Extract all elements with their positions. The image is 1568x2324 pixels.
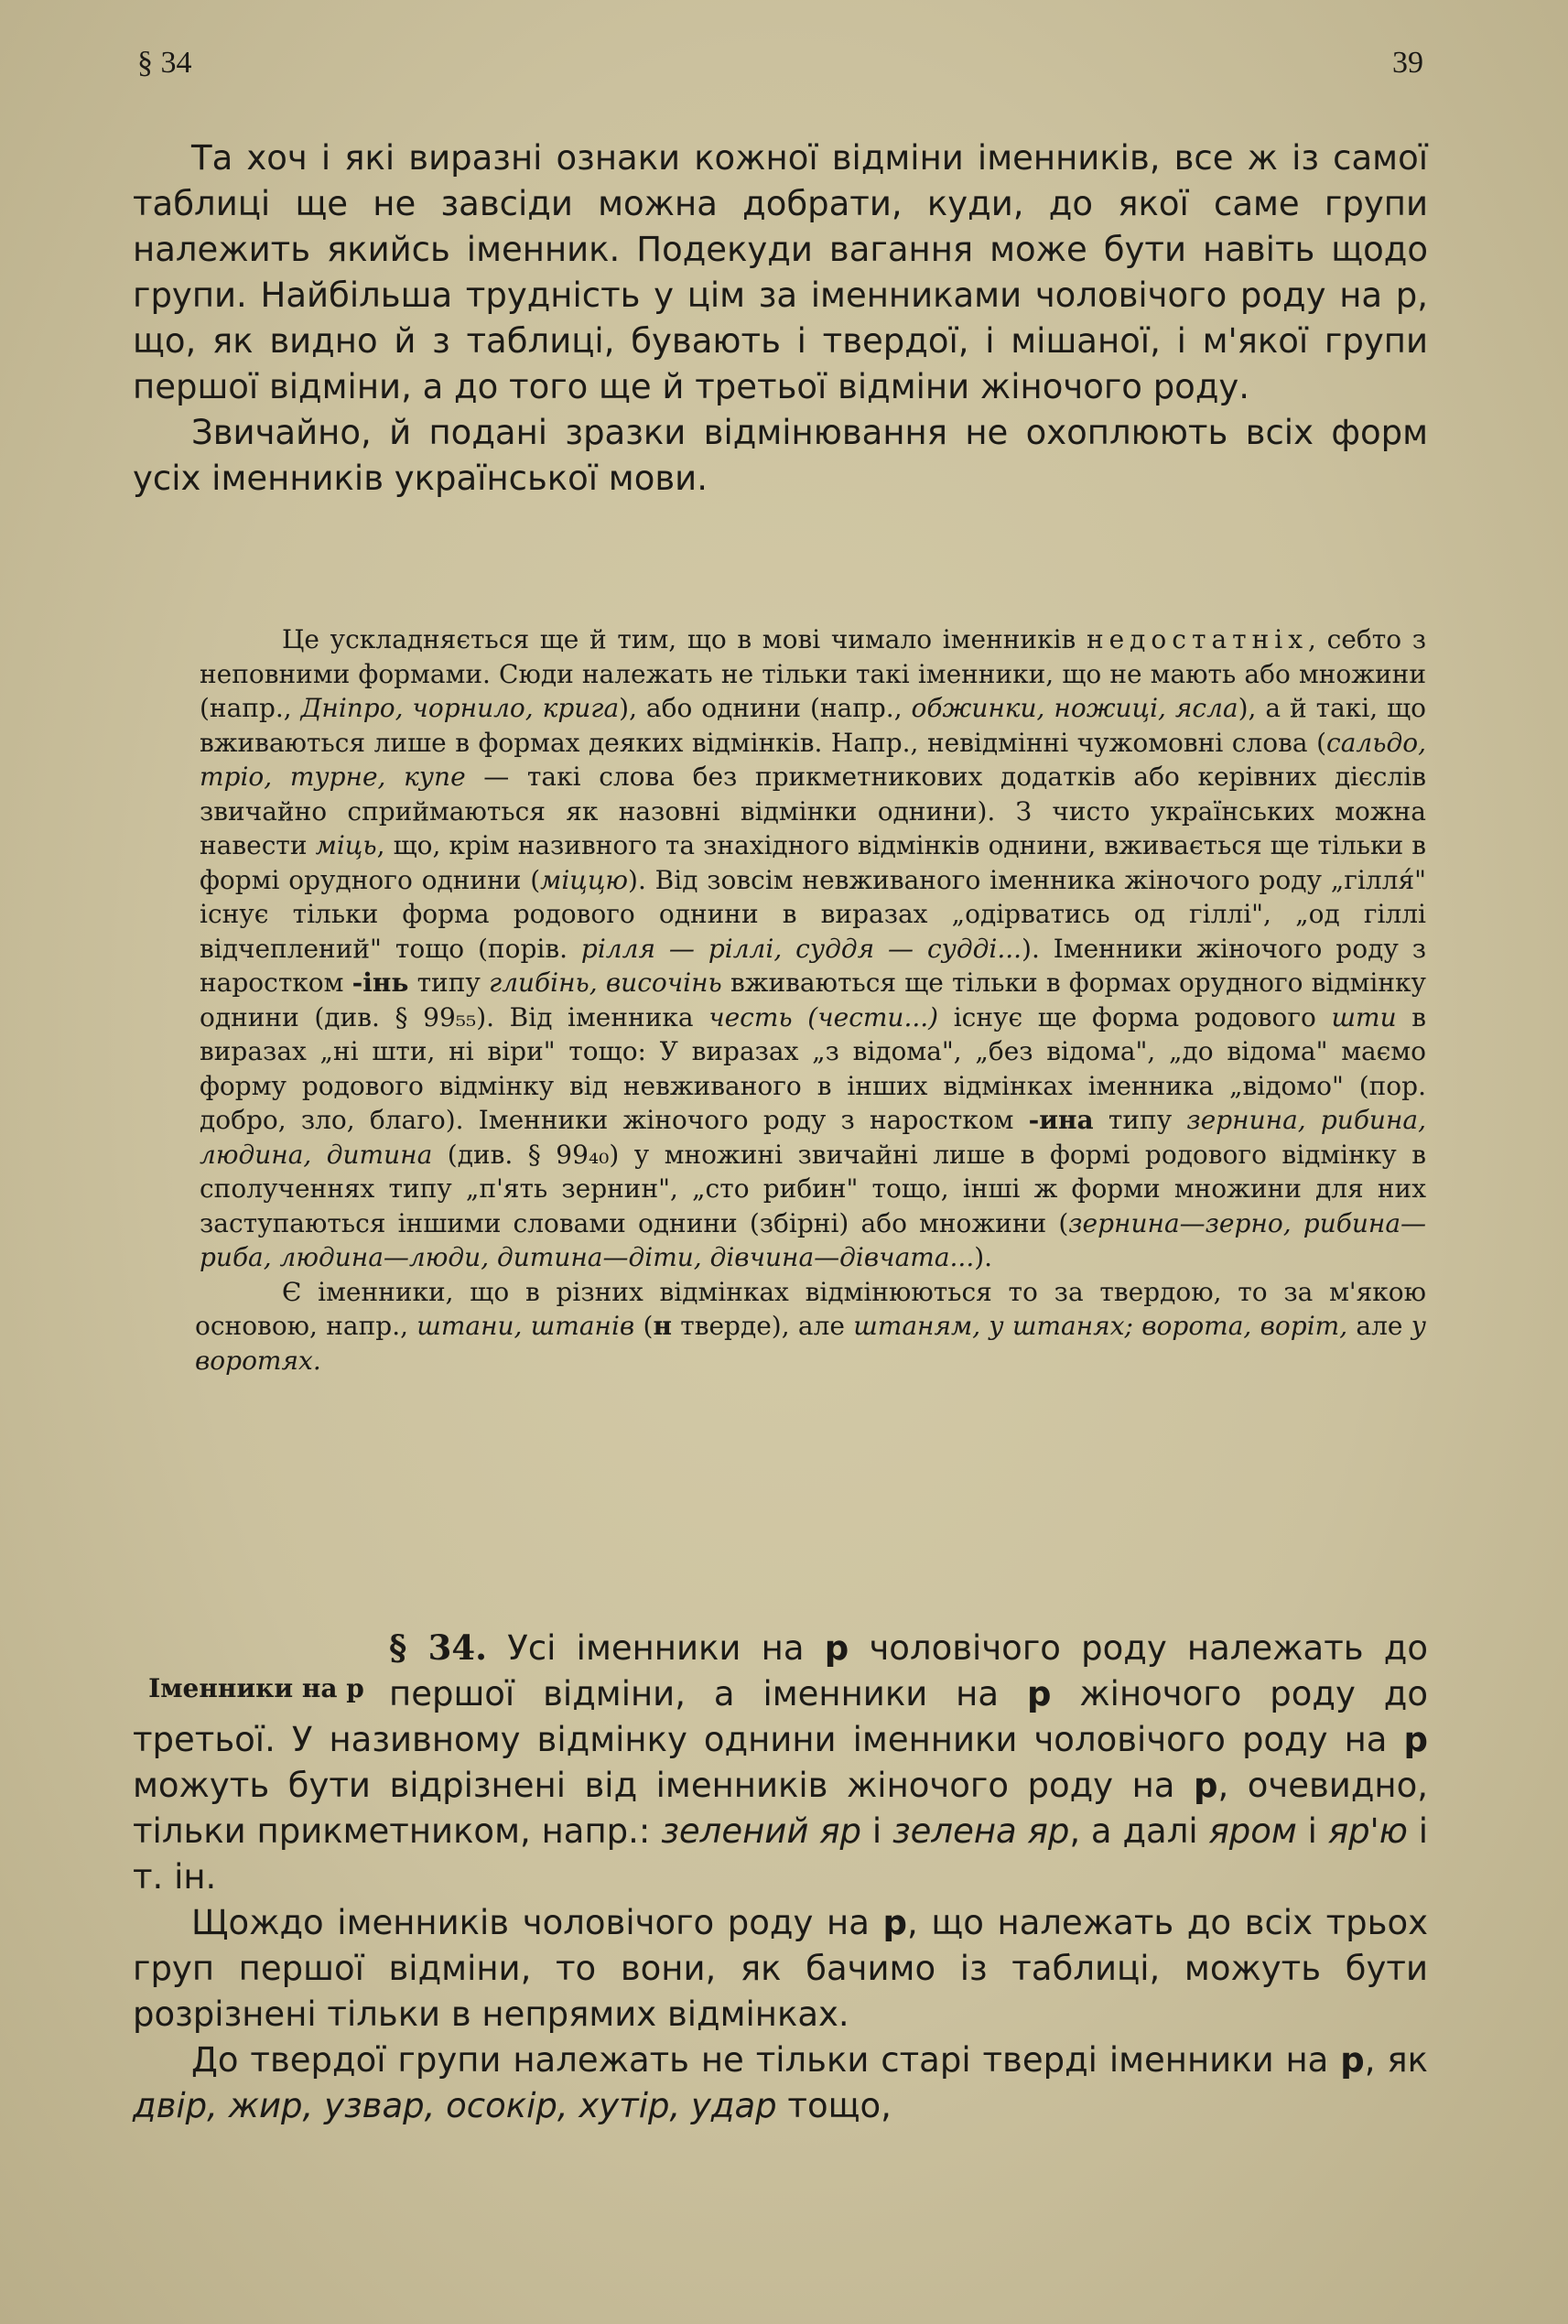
text-run: Усі іменники на [487, 1628, 825, 1668]
text-run: і [1296, 1811, 1328, 1851]
text-run: тощо, [776, 2086, 892, 2125]
intro-paragraph-2: Звичайно, й подані зразки відмінювання не охоплюють всіх форм усіх іменників української мови. [133, 413, 1428, 498]
text-run: Щождо іменників чоловічого роду на [191, 1903, 883, 1942]
text-run: ). [974, 1242, 993, 1272]
text-run: — такі слова без прикметникових додатків або керівних дієслів звичайно сприймаються як назовні відмінки однини). З чисто українських можна навести [200, 762, 1426, 860]
text-run: ), а й такі, що вживаються лише в формах деяких відмінків. Напр., невідмінні чужомовні слова ( [200, 693, 1426, 758]
text-run: (див. § 99₄₀) у множині звичайні лише в формі родового відмінку в сполученнях типу „п'ять зернин", „сто рибин" тощо, інші ж форми множини для них заступаються іншими словами однини (збірні) або множини ( [200, 1139, 1427, 1238]
text-run: зелений яр [661, 1811, 861, 1851]
text-run: р [1026, 1674, 1052, 1713]
section-34-paragraph-2 [133, 1900, 1428, 2038]
text-run: але [1347, 1311, 1411, 1341]
text-run: чоловічого роду належать до першої відміни, а іменники на [389, 1628, 1428, 1713]
text-run: Дніпро, чорнило, крига [300, 693, 620, 723]
text-run: міццю [540, 864, 629, 895]
text-run: р [882, 1903, 908, 1942]
text-run: яром [1208, 1811, 1297, 1851]
text-run: і [860, 1811, 892, 1851]
text-run: , себто з неповними формами. Сюди належать не тільки такі іменники, що не мають або множини (напр., [200, 624, 1426, 723]
intro-paragraph-1: Та хоч і які виразні ознаки кожної відміни іменників, все ж із самої таблиці ще не завсіди можна добрати, куди, до якої саме групи належить якийсь іменник. Подекуди вагання може бути навіть щодо групи. Найбільша трудність у цім за іменниками чоловічого роду на р, що, як видно й з таблиці, бувають і твердої, і мішаної, і м'якої групи першої відміни, а до того ще й третьої відміни жіночого роду. [133, 138, 1428, 406]
text-run: зернина, рибина, людина, дитина [200, 1105, 1427, 1170]
text-run: Є іменники, що в різних відмінках відмінюються то за твердою, то за м'якою основою, напр., [195, 1276, 1426, 1341]
text-run: двір, жир, узвар, осокір, хутір, удар [133, 2086, 777, 2125]
note-paragraph-1 [200, 622, 1426, 1275]
note-paragraph-2 [195, 1275, 1426, 1378]
text-run: тверде), але [671, 1311, 854, 1341]
text-run: р [1340, 2040, 1365, 2080]
text-run: і т. ін. [133, 1811, 1429, 1897]
text-run: штани, штанів [416, 1311, 635, 1341]
text-run: р [824, 1628, 849, 1668]
text-run: -інь [351, 967, 409, 998]
text-run: ( [634, 1311, 654, 1341]
text-run: яр'ю [1327, 1811, 1408, 1851]
intro-text [133, 135, 1428, 502]
text-run: типу [408, 967, 490, 998]
text-run: , очевидно, тільки прикметником, напр.: [133, 1766, 1428, 1851]
page-number: 39 [1392, 46, 1423, 80]
section-34-paragraph-1 [133, 1625, 1428, 1900]
text-run: штаням, у штанях; ворота, воріт, [853, 1311, 1348, 1341]
text-run: вживаються ще тільки в формах орудного відмінку однини (див. § 99₅₅). Від іменника [200, 967, 1426, 1032]
small-print-note [195, 622, 1427, 1378]
text-run: -ина [1028, 1105, 1094, 1135]
text-run: сальдо, тріо, турне, купе [200, 727, 1426, 792]
text-run: існує ще форма родового [938, 1001, 1332, 1032]
margin-heading: Іменники на р [148, 1673, 364, 1703]
text-run: рілля — ріллі, суддя — судді... [580, 933, 1022, 964]
section-34-paragraph-1-text [133, 1628, 1428, 1897]
text-run: типу [1093, 1105, 1187, 1135]
text-run: ), або однини (напр., [619, 693, 912, 723]
running-head-section: § 34 [137, 46, 192, 80]
text-run: Це ускладняється ще й тим, що в мові чимало іменників [282, 624, 1087, 654]
text-run: в виразах „ні шти, ні віри" тощо: У виразах „з відома", „без відома", „до відома" маємо форму родового відмінку від невживаного в інших відмінках іменника „відомо" (пор. добро, зло, благо). Іменники жіночого роду з наростком [200, 1001, 1427, 1135]
text-run: р [1403, 1720, 1428, 1759]
section-34 [133, 1625, 1428, 2129]
text-run: зелена яр [892, 1811, 1070, 1851]
text-run: міць [315, 830, 377, 860]
section-number: § 34. [389, 1627, 488, 1668]
text-run: , що належать до всіх трьох груп першої відміни, то вони, як бачимо із таблиці, можуть бути розрізнені тільки в непрямих відмінках. [133, 1903, 1428, 2034]
text-run: ). Іменники жіночого роду з наростком [200, 933, 1426, 998]
text-run: недостатніх [1086, 624, 1309, 654]
text-run: , як [1364, 2040, 1428, 2080]
text-run: можуть бути відрізнені від іменників жіночого роду на [133, 1766, 1194, 1805]
text-run: До твердої групи належать не тільки старі тверді іменники на [191, 2040, 1341, 2080]
text-run: честь (чести...) [708, 1001, 939, 1032]
text-run: шти [1331, 1001, 1397, 1032]
text-run: р [1193, 1766, 1218, 1805]
text-run: обжинки, ножиці, ясла [911, 693, 1238, 723]
text-run: , що, крім називного та знахідного відмінків однини, вживається ще тільки в формі орудного однини ( [200, 830, 1426, 895]
text-run: н [653, 1311, 672, 1341]
text-run: глибінь, височінь [489, 967, 722, 998]
text-run: ). Від зовсім невживаного іменника жіночого роду „гілля́" існує тільки форма родового однини в виразах „одірватись од гіллі", „од гіллі відчеплений" тощо (порів. [200, 864, 1426, 964]
text-run: у воротях. [195, 1311, 1427, 1376]
text-run: , а далі [1069, 1811, 1209, 1851]
section-34-paragraph-3 [133, 2038, 1428, 2129]
text-run: жіночого роду до третьої. У називному відмінку однини іменники чоловічого роду на [133, 1674, 1428, 1759]
text-run: зернина—зерно, рибина—риба, людина—люди, дитина—діти, дівчина—дівчата... [200, 1207, 1427, 1272]
